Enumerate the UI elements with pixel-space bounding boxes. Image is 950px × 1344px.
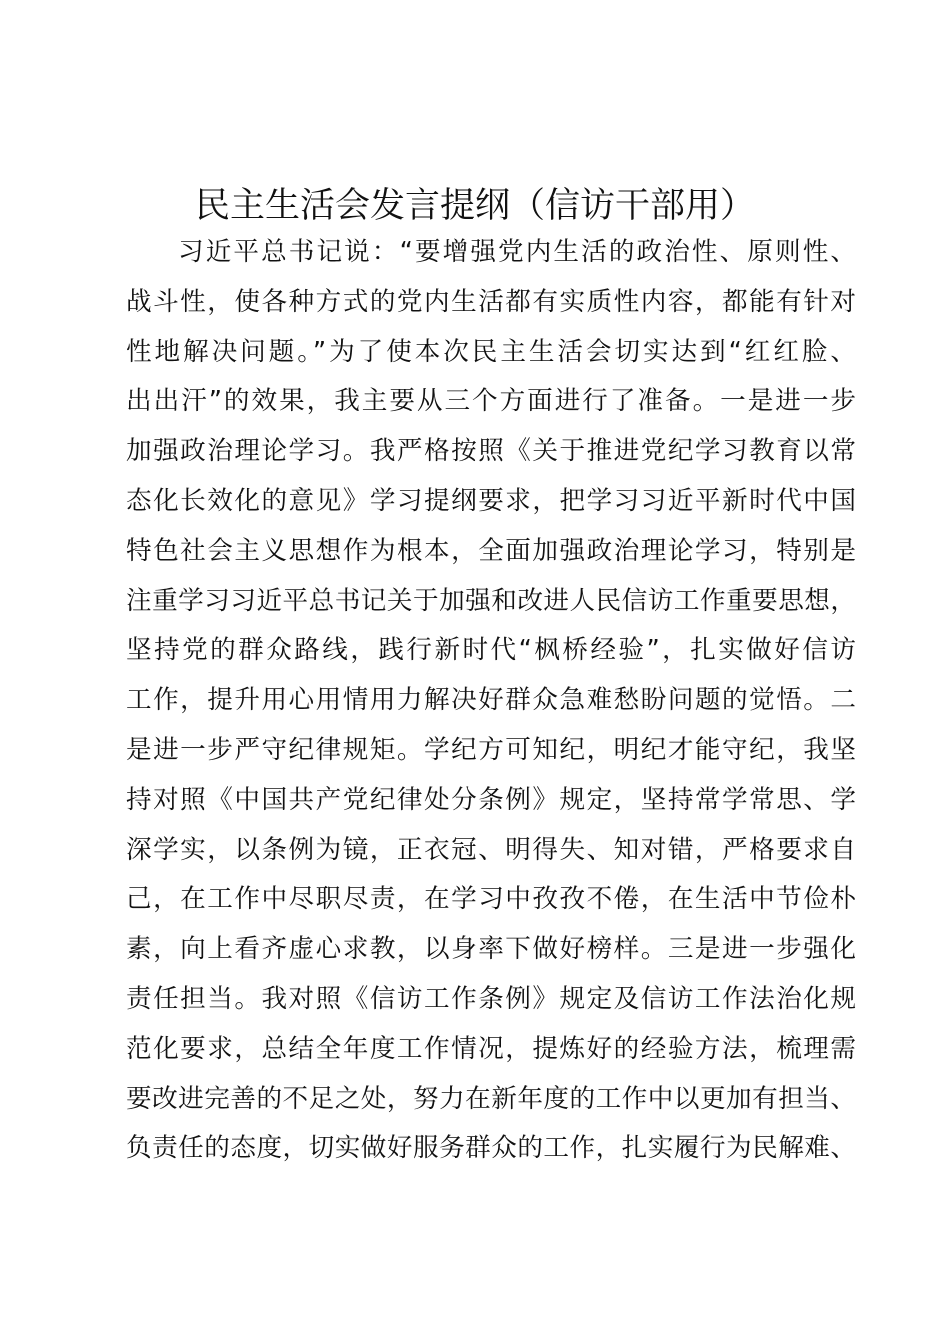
body-line: 是进一步严守纪律规矩。学纪方可知纪，明纪才能守纪，我坚 [126,734,856,765]
body-line: 素，向上看齐虚心求教，以身率下做好榜样。三是进一步强化 [126,934,856,965]
body-line: 注重学习习近平总书记关于加强和改进人民信访工作重要思想， [126,585,856,616]
body-line: 要改进完善的不足之处，努力在新年度的工作中以更加有担当、 [126,1083,856,1114]
body-line: 性地解决问题。”为了使本次民主生活会切实达到“红红脸、 [126,336,856,367]
body-line: 持对照《中国共产党纪律处分条例》规定，坚持常学常思、学 [126,784,856,815]
body-line: 态化长效化的意见》学习提纲要求，把学习习近平新时代中国 [126,485,856,516]
body-line: 范化要求，总结全年度工作情况，提炼好的经验方法，梳理需 [126,1033,856,1064]
body-line: 特色社会主义思想作为根本，全面加强政治理论学习，特别是 [126,535,856,566]
body-line: 出出汗”的效果，我主要从三个方面进行了准备。一是进一步 [126,386,856,417]
body-line: 坚持党的群众路线，践行新时代“枫桥经验”，扎实做好信访 [126,635,856,666]
body-line: 己，在工作中尽职尽责，在学习中孜孜不倦，在生活中节俭朴 [126,884,856,915]
body-line: 战斗性，使各种方式的党内生活都有实质性内容，都能有针对 [126,286,856,317]
body-line: 负责任的态度，切实做好服务群众的工作，扎实履行为民解难、 [126,1133,856,1164]
body-line: 责任担当。我对照《信访工作条例》规定及信访工作法治化规 [126,983,856,1014]
body-line: 工作，提升用心用情用力解决好群众急难愁盼问题的觉悟。二 [126,685,856,716]
document-body [126,228,856,1174]
body-line: 深学实，以条例为镜，正衣冠、明得失、知对错，严格要求自 [126,834,856,865]
body-line: 加强政治理论学习。我严格按照《关于推进党纪学习教育以常 [126,436,856,467]
body-line: 习近平总书记说：“要增强党内生活的政治性、原则性、 [178,237,856,267]
document-title: 民主生活会发言提纲（信访干部用） [194,186,755,226]
